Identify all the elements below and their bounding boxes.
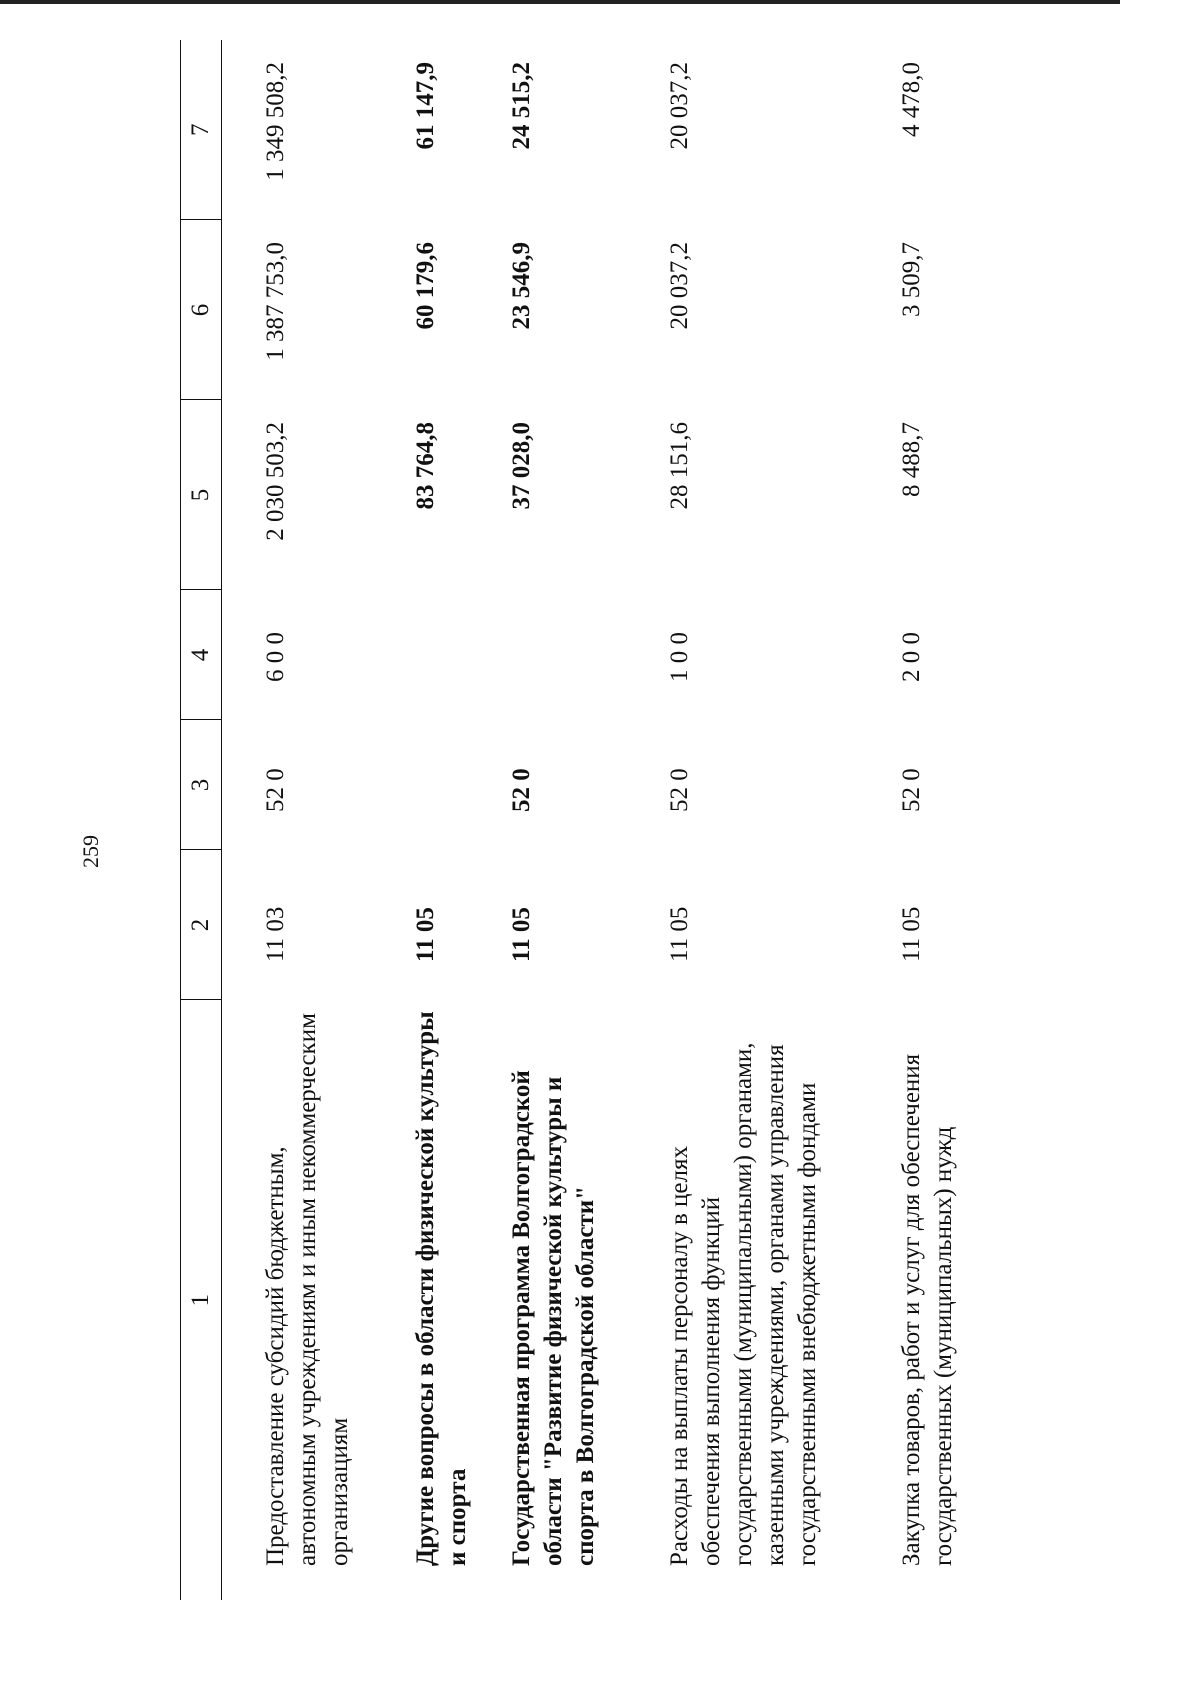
row-section: 11 05 — [898, 906, 925, 962]
row-target — [410, 720, 506, 850]
row-col6: 20 037,2 — [666, 242, 693, 330]
row-name: Государственная программа Волгоградской области "Развитие физической культуры и спорта в Волгоградской области" — [508, 1070, 599, 1566]
row-name: Закупка товаров, работ и услуг для обеспечения государственных (муниципальных) нужд — [898, 1053, 957, 1566]
row-col7: 24 515,2 — [508, 62, 535, 150]
row-section: 11 03 — [262, 906, 289, 962]
header-row — [181, 40, 222, 1600]
row-target: 52 0 — [666, 768, 693, 812]
row-section: 11 05 — [508, 907, 535, 962]
row-col5: 83 764,8 — [412, 422, 439, 510]
row-col6: 60 179,6 — [412, 242, 439, 330]
table-row — [896, 40, 1016, 1600]
row-expense-type: 6 0 0 — [262, 632, 289, 682]
table-row — [410, 40, 506, 1600]
row-name: Предоставление субсидий бюджетным, автономным учреждениям и иным некоммерческим организациям — [262, 1013, 353, 1566]
row-col5: 8 488,7 — [898, 422, 925, 497]
table-row — [664, 40, 896, 1600]
row-expense-type — [410, 590, 506, 720]
header-cell-6: 6 — [181, 220, 222, 400]
row-col6: 1 387 753,0 — [262, 242, 289, 361]
row-target: 52 0 — [508, 768, 535, 812]
row-target: 52 0 — [898, 768, 925, 812]
row-col7: 1 349 508,2 — [262, 62, 289, 181]
row-section: 11 05 — [412, 907, 439, 962]
row-col5: 28 151,6 — [666, 422, 693, 510]
header-cell-2: 2 — [181, 850, 222, 1000]
page-number: 259 — [78, 835, 103, 868]
row-col6: 23 546,9 — [508, 242, 535, 330]
row-section: 11 05 — [666, 906, 693, 962]
row-col7: 20 037,2 — [666, 62, 693, 150]
row-expense-type: 1 0 0 — [666, 632, 693, 682]
row-expense-type — [506, 590, 664, 720]
table-row — [506, 40, 664, 1600]
row-col7: 61 147,9 — [412, 62, 439, 150]
row-col7: 4 478,0 — [898, 62, 925, 137]
table-row — [222, 40, 411, 1600]
row-col5: 37 028,0 — [508, 422, 535, 510]
row-col6: 3 509,7 — [898, 242, 925, 317]
row-col5: 2 030 503,2 — [262, 422, 289, 541]
header-cell-1: 1 — [181, 1000, 222, 1600]
header-cell-7: 7 — [181, 40, 222, 220]
header-cell-4: 4 — [181, 590, 222, 720]
budget-table — [180, 40, 1016, 1600]
row-expense-type: 2 0 0 — [898, 632, 925, 682]
header-cell-3: 3 — [181, 720, 222, 850]
row-name: Другие вопросы в области физической культуры и спорта — [412, 1011, 471, 1566]
header-cell-5: 5 — [181, 400, 222, 590]
row-name: Расходы на выплаты персоналу в целях обеспечения выполнения функций государственными (муниципальными) органами, казенными учреждениями, органами управления государственными внебюджетными фондами — [666, 1042, 821, 1566]
row-target: 52 0 — [262, 768, 289, 812]
